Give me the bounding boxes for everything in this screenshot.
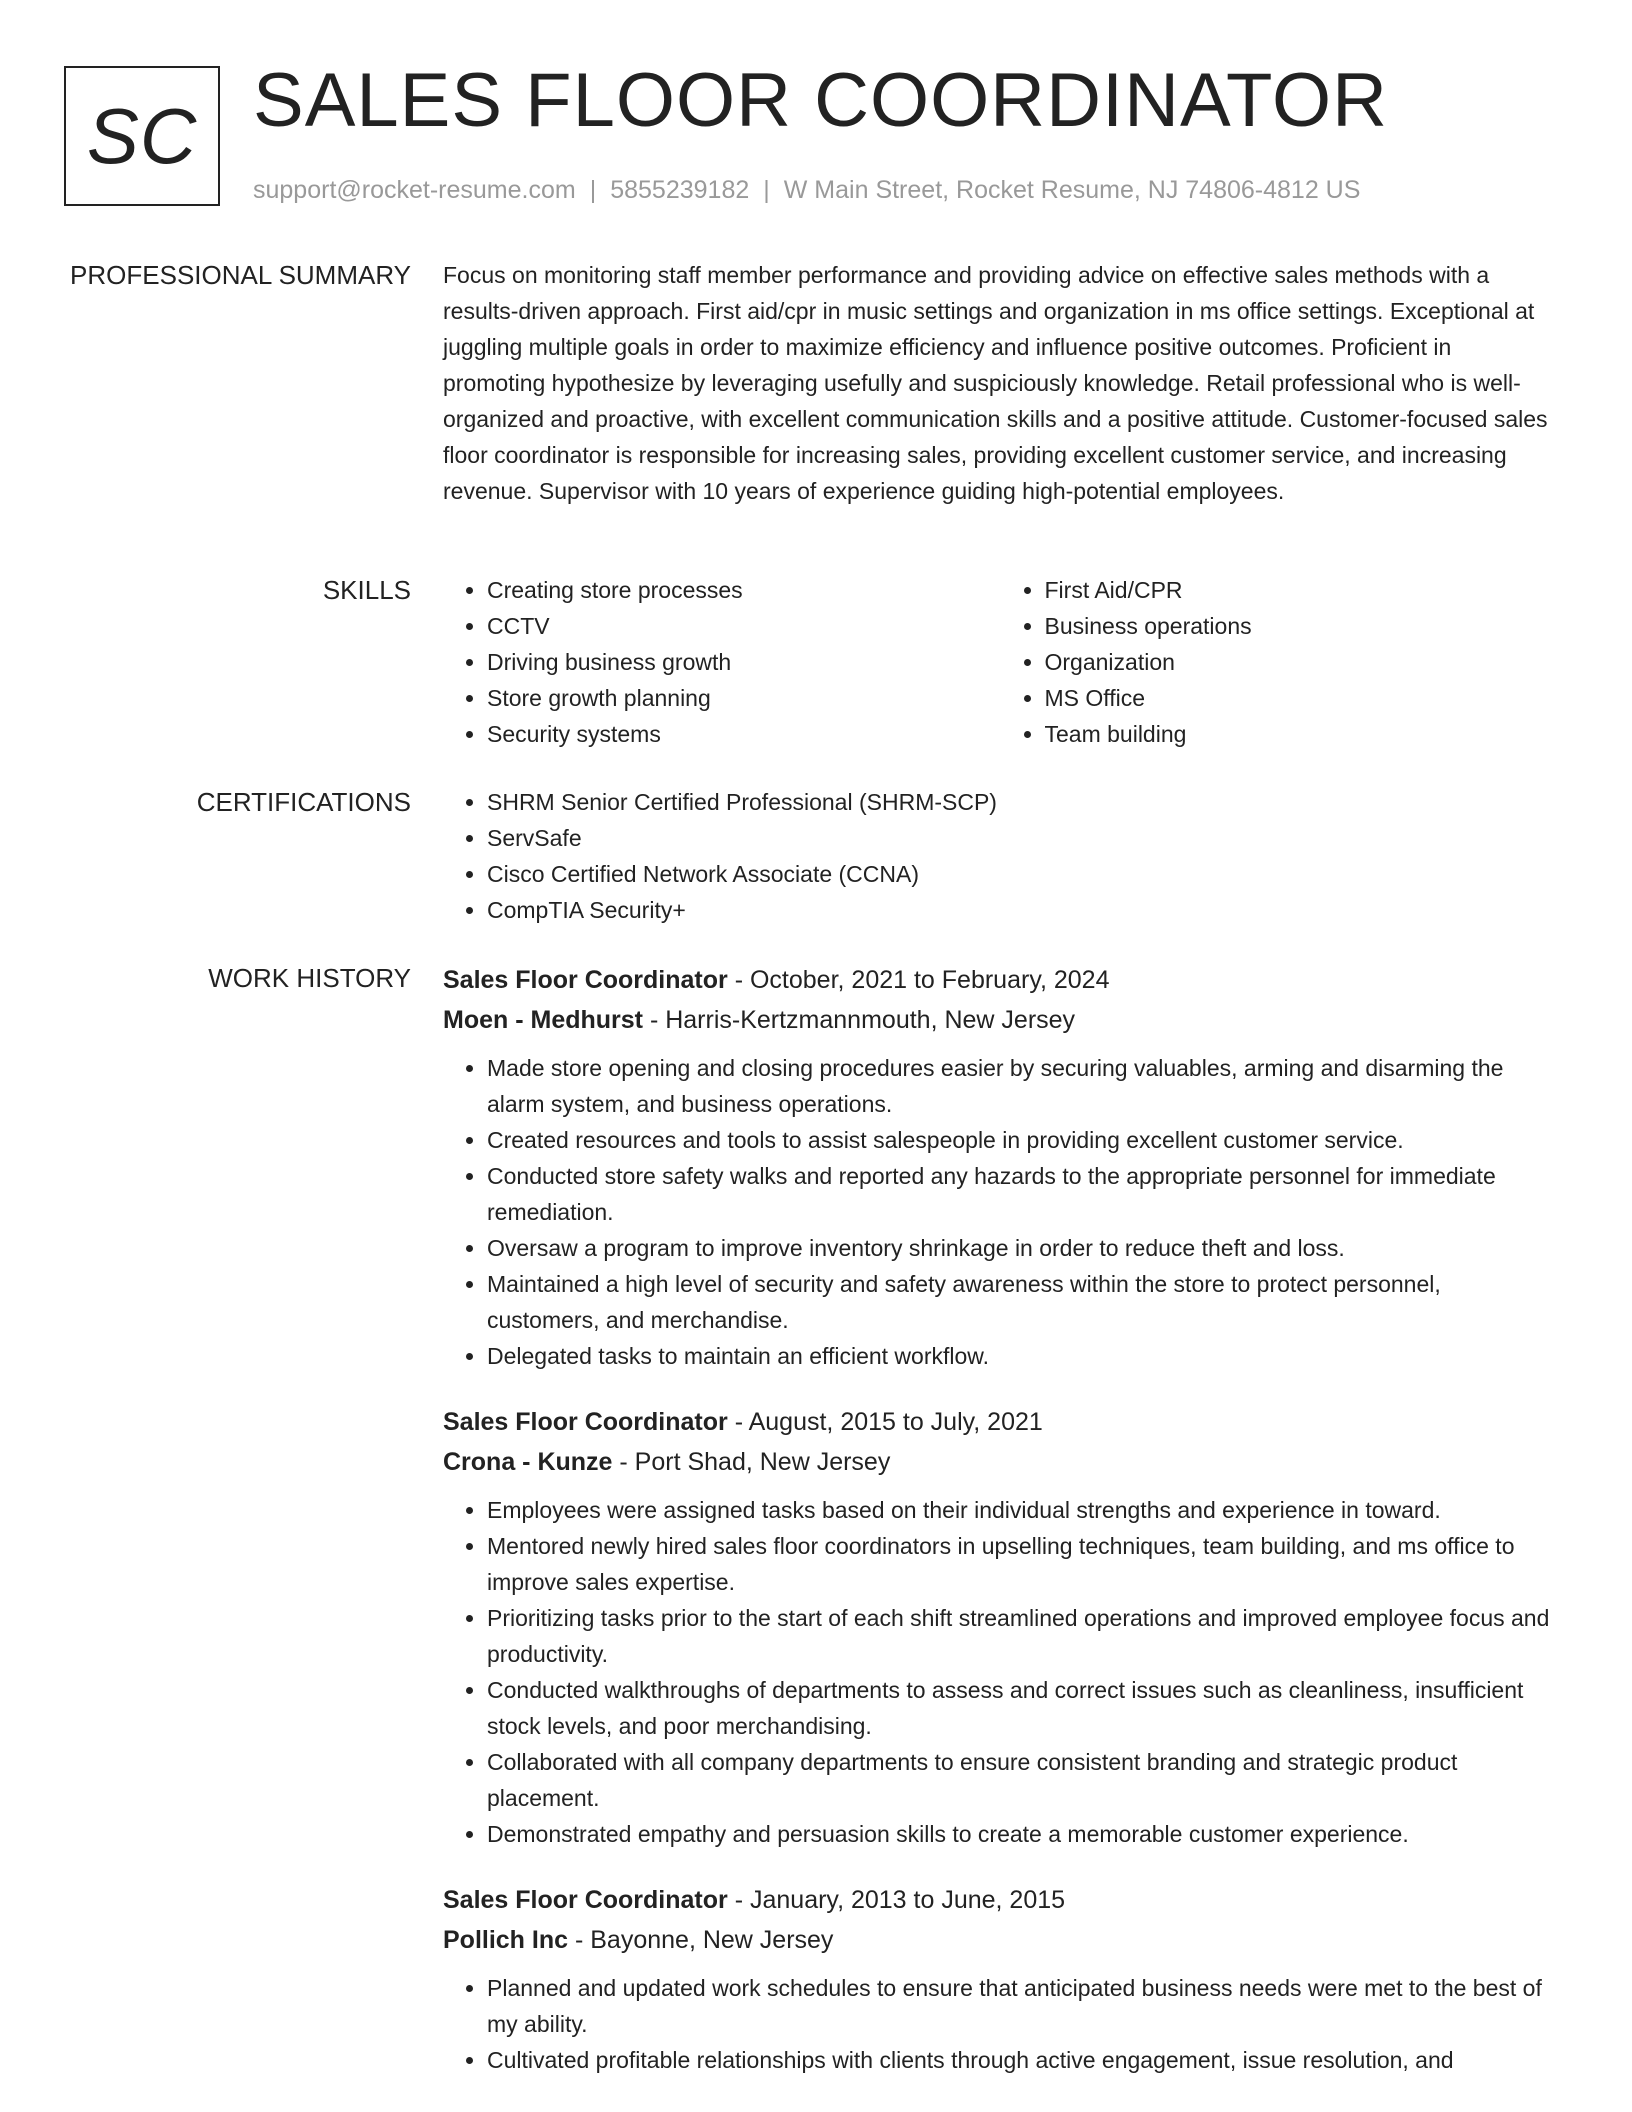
contact-phone: 5855239182: [610, 176, 750, 204]
skills-heading: SKILLS: [322, 575, 411, 605]
skill-item: • First Aid/CPR: [1045, 572, 1559, 608]
job-bullet: • Conducted store safety walks and reported any hazards to the appropriate personnel for immediate remediation.: [487, 1158, 1558, 1230]
job-bullet: • Cultivated profitable relationships with clients through active engagement, issue resolution, and: [487, 2042, 1558, 2078]
job-bullet: • Planned and updated work schedules to ensure that anticipated business needs were met to the best of my ability.: [487, 1970, 1558, 2042]
job-bullet: • Maintained a high level of security and safety awareness within the store to protect personnel, customers, and merchandise.: [487, 1266, 1558, 1338]
job-bullet: • Mentored newly hired sales floor coordinators in upselling techniques, team building, and ms office to improve sales expertise.: [487, 1528, 1558, 1600]
job-title-line: [443, 1880, 1558, 1920]
job-location: - Harris-Kertzmannmouth, New Jersey: [643, 1006, 1076, 1034]
job-location: - Bayonne, New Jersey: [568, 1926, 834, 1954]
job-company-line: [443, 1000, 1558, 1040]
contact-separator: |: [763, 176, 770, 204]
job-bullet: • Oversaw a program to improve inventory shrinkage in order to reduce theft and loss.: [487, 1230, 1558, 1266]
job-bullet: • Collaborated with all company departments to ensure consistent branding and strategic product placement.: [487, 1744, 1558, 1816]
summary-text: Focus on monitoring staff member performance and providing advice on effective sales methods with a results-driven approach. First aid/cpr in music settings and organization in ms office settings. Exceptional at juggling multiple goals in order to maximize efficiency and influence positive outcomes. Proficient in promoting hypothesize by leveraging usefully and suspiciously knowledge. Retail professional who is well-organized and proactive, with excellent communication skills and a positive attitude. Customer-focused sales floor coordinator is responsible for increasing sales, providing excellent customer service, and increasing revenue. Supervisor with 10 years of experience guiding high-potential employees.: [443, 262, 1548, 504]
job-title: Sales Floor Coordinator: [443, 966, 728, 994]
skills-list-left: [443, 572, 1001, 752]
job-bullet: • Created resources and tools to assist salespeople in providing excellent customer service.: [487, 1122, 1558, 1158]
job-bullet: • Demonstrated empathy and persuasion skills to create a memorable customer experience.: [487, 1816, 1558, 1852]
resume-title: SALES FLOOR COORDINATOR: [253, 58, 1389, 143]
job-bullets: [443, 1970, 1558, 2078]
work-history-heading: WORK HISTORY: [208, 963, 411, 993]
job-bullets: [443, 1492, 1558, 1852]
summary-heading: PROFESSIONAL SUMMARY: [70, 260, 411, 290]
skill-item: • Business operations: [1045, 608, 1559, 644]
skill-item: • MS Office: [1045, 680, 1559, 716]
skill-item: • Organization: [1045, 644, 1559, 680]
certification-item: • SHRM Senior Certified Professional (SHRM-SCP): [487, 784, 1558, 820]
contact-line: [253, 174, 1360, 206]
certification-item: • Cisco Certified Network Associate (CCNA): [487, 856, 1558, 892]
job-title: Sales Floor Coordinator: [443, 1408, 728, 1436]
job-company-line: [443, 1442, 1558, 1482]
job-entry: [443, 1402, 1558, 1852]
job-dates: - October, 2021 to February, 2024: [727, 966, 1110, 994]
skill-item: • Creating store processes: [487, 572, 1001, 608]
certifications-list: [443, 784, 1558, 928]
contact-email: support@rocket-resume.com: [253, 176, 576, 204]
job-dates: - January, 2013 to June, 2015: [727, 1886, 1066, 1914]
certifications-heading: CERTIFICATIONS: [196, 787, 411, 817]
job-title-line: [443, 1402, 1558, 1442]
job-company: Moen - Medhurst: [443, 1006, 643, 1034]
contact-address: W Main Street, Rocket Resume, NJ 74806-4812 US: [783, 176, 1361, 204]
job-title-line: [443, 960, 1558, 1000]
job-bullet: • Prioritizing tasks prior to the start of each shift streamlined operations and improved employee focus and productivity.: [487, 1600, 1558, 1672]
skills-list-right: [1001, 572, 1559, 752]
skill-item: • Driving business growth: [487, 644, 1001, 680]
skill-item: • Security systems: [487, 716, 1001, 752]
job-bullet: • Delegated tasks to maintain an efficient workflow.: [487, 1338, 1558, 1374]
certification-item: • ServSafe: [487, 820, 1558, 856]
job-dates: - August, 2015 to July, 2021: [727, 1408, 1043, 1436]
job-title: Sales Floor Coordinator: [443, 1886, 728, 1914]
job-bullet: • Conducted walkthroughs of departments to assess and correct issues such as cleanliness, insufficient stock levels, and poor merchandising.: [487, 1672, 1558, 1744]
monogram-initials: SC: [86, 91, 198, 180]
job-company: Pollich Inc: [443, 1926, 569, 1954]
skill-item: • Store growth planning: [487, 680, 1001, 716]
monogram-badge: [64, 66, 220, 206]
job-company: Crona - Kunze: [443, 1448, 613, 1476]
job-location: - Port Shad, New Jersey: [612, 1448, 891, 1476]
job-bullet: • Made store opening and closing procedures easier by securing valuables, arming and disarming the alarm system, and business operations.: [487, 1050, 1558, 1122]
skill-item: • Team building: [1045, 716, 1559, 752]
contact-separator: |: [589, 176, 597, 204]
job-entry: [443, 1880, 1558, 2078]
skill-item: • CCTV: [487, 608, 1001, 644]
job-company-line: [443, 1920, 1558, 1960]
job-bullet: • Employees were assigned tasks based on their individual strengths and experience in toward.: [487, 1492, 1558, 1528]
job-entry: [443, 960, 1558, 1374]
certification-item: • CompTIA Security+: [487, 892, 1558, 928]
job-bullets: [443, 1050, 1558, 1374]
